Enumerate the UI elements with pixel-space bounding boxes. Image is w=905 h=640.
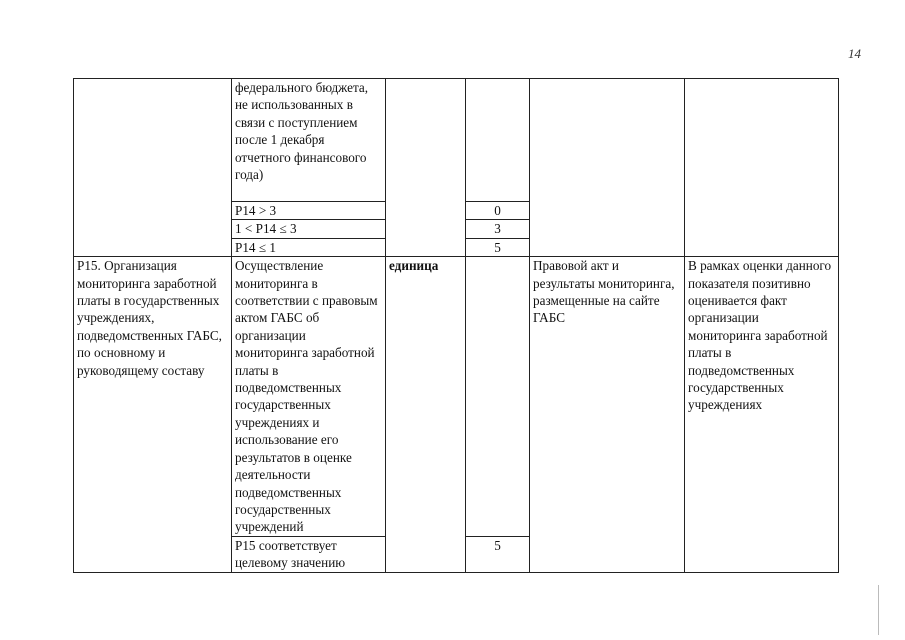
unit-cell: единица — [386, 257, 466, 572]
comment-cell — [685, 79, 839, 257]
table-row — [74, 257, 839, 537]
scan-artifact-line — [878, 585, 879, 635]
condition-cell: Р15 соответствует целевому значению — [232, 536, 386, 572]
score-cell: 5 — [466, 238, 530, 256]
indicator-name-cell: Р15. Организация мониторинга заработной платы в государственных учреждениях, подведомственных ГАБС, по основному и руководящему составу — [74, 257, 232, 572]
indicator-table — [73, 78, 839, 573]
description-text: федерального бюджета, не использованных в связи с поступлением после 1 декабря отчетного финансового года) — [235, 80, 369, 183]
score-cell — [466, 257, 530, 537]
score-cell: 3 — [466, 220, 530, 238]
source-cell — [530, 79, 685, 257]
condition-cell: 1 < Р14 ≤ 3 — [232, 220, 386, 238]
unit-cell — [386, 79, 466, 257]
condition-cell: Р14 > 3 — [232, 202, 386, 220]
source-cell: Правовой акт и результаты мониторинга, размещенные на сайте ГАБС — [530, 257, 685, 572]
indicator-name-cell — [74, 79, 232, 257]
comment-cell: В рамках оценки данного показателя позитивно оценивается факт организации мониторинга заработной платы в подведомственных государственных учреждениях — [685, 257, 839, 572]
condition-cell: Р14 ≤ 1 — [232, 238, 386, 256]
description-cell — [232, 79, 386, 202]
description-cell: Осуществление мониторинга в соответствии с правовым актом ГАБС об организации мониторинга заработной платы в подведомственных государственных учреждениях и использование его результатов в оценке деятельности подведомственных государственных учреждений — [232, 257, 386, 537]
page-number: 14 — [848, 46, 861, 61]
score-cell: 0 — [466, 202, 530, 220]
table-row — [74, 79, 839, 202]
score-cell — [466, 79, 530, 202]
score-cell: 5 — [466, 536, 530, 572]
